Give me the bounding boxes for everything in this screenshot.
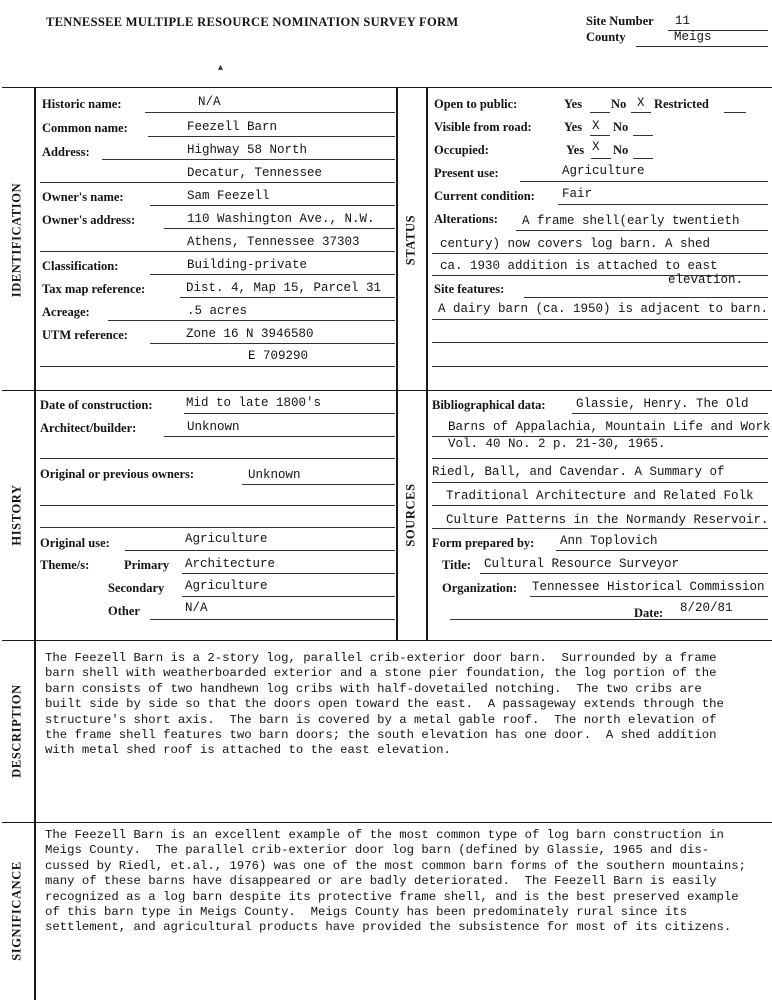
bibliography-rule5 [432,505,768,506]
prepared-date-line [450,619,768,620]
description-line: built side by side so that the doors open toward the east. A passageway extends through the [45,697,724,712]
bibliography-line6: Culture Patterns in the Normandy Reservoir. [446,513,769,527]
description-line: structure's short axis. The barn is covered by a metal gable roof. The north elevation of [45,712,717,727]
primary-value: Architecture [185,557,276,571]
site-features-rule2 [432,319,768,320]
middle-divider-right [426,87,428,640]
bibliographical-label: Bibliographical data: [432,398,546,412]
other-line [150,619,395,620]
alterations-label: Alterations: [434,212,498,226]
description-line: with metal shed roof is attached to the east elevation. [45,743,451,758]
site-features-value: A dairy barn (ca. 1950) is adjacent to barn. [438,302,769,316]
site-features-rule4 [432,366,768,367]
prepared-by-value: Ann Toplovich [560,534,658,548]
visible-from-road-label: Visible from road: [434,120,532,134]
architect-label: Architect/builder: [40,421,137,435]
current-condition-line [558,204,768,205]
secondary-label: Secondary [108,581,165,595]
visible-yes-label: Yes [564,120,583,134]
occupied-no-line [633,158,653,159]
open-restricted-line [724,112,746,113]
utm-line2: E 709290 [248,349,309,363]
visible-yes-line [590,135,610,136]
previous-owners-line2 [40,505,395,506]
architect-value: Unknown [187,420,240,434]
rule-top [2,87,772,88]
significance-text [45,828,746,936]
alterations-line3: ca. 1930 addition is attached to east [440,259,718,273]
previous-owners-line3 [40,527,395,528]
address-line2: Decatur, Tennessee [187,166,323,180]
county-value: Meigs [674,30,712,44]
themes-label: Theme/s: [40,558,90,572]
significance-line: cussed by Riedl, et.al., 1976) was one of the most common barn forms of the southern mountains; [45,858,747,873]
stray-mark: ▴ [218,62,224,73]
alterations-line2: century) now covers log barn. A shed [440,237,711,251]
tax-map-label: Tax map reference: [42,282,146,296]
title-label: Title: [442,558,471,572]
owner-name-value: Sam Feezell [187,189,270,203]
open-no-mark: X [637,96,645,110]
description-line: The Feezell Barn is a 2-story log, parallel crib-exterior door barn. Surrounded by a frame [45,651,717,665]
section-description: DESCRIPTION [9,684,24,778]
owner-address-line2-rule [40,251,395,252]
owner-name-line [150,205,395,206]
open-yes-line [590,112,610,113]
primary-label: Primary [124,558,170,572]
date-of-construction-label: Date of construction: [40,398,153,412]
historic-name-line [145,112,395,113]
utm-line2-rule [40,366,395,367]
description-line: barn consists of two handhewn log cribs with half-dovetailed notching. The two cribs are [45,681,702,696]
owner-address-line2: Athens, Tennessee 37303 [187,235,360,249]
owner-address-line1-rule [164,228,395,229]
primary-line [182,573,395,574]
section-identification: IDENTIFICATION [9,182,24,298]
other-value: N/A [185,601,208,615]
original-use-value: Agriculture [185,532,268,546]
previous-owners-label: Original or previous owners: [40,467,195,481]
organization-line [530,596,768,597]
alterations-rule1 [516,230,768,231]
previous-owners-value: Unknown [248,468,301,482]
common-name-line [148,136,395,137]
tax-map-value: Dist. 4, Map 15, Parcel 31 [186,281,382,295]
site-features-rule3 [432,342,768,343]
section-sources: SOURCES [403,483,418,547]
present-use-value: Agriculture [562,164,645,178]
architect-line [164,436,395,437]
bibliography-rule4 [432,482,768,483]
owner-address-label: Owner's address: [42,213,136,227]
utm-line1: Zone 16 N 3946580 [186,327,314,341]
open-to-public-label: Open to public: [434,97,518,111]
secondary-value: Agriculture [185,579,268,593]
section-status: STATUS [403,214,418,266]
title-value: Cultural Resource Surveyor [484,557,680,571]
significance-line: Meigs County. The parallel crib-exterior door log barn (defined by Glassie, 1965 and dis- [45,843,710,858]
site-features-label: Site features: [434,282,505,296]
bibliography-line3: Vol. 40 No. 2 p. 21-30, 1965. [448,437,666,451]
rule-significance [2,822,772,823]
present-use-line [520,181,768,182]
historic-name-value: N/A [198,95,221,109]
bibliography-rule3 [432,458,768,459]
classification-value: Building-private [187,258,308,272]
alterations-line1: A frame shell(early twentieth [522,214,740,228]
section-history: HISTORY [9,484,24,546]
alterations-rule2 [432,253,768,254]
county-line [636,46,768,47]
bibliography-line5: Traditional Architecture and Related Folk [446,489,754,503]
organization-value: Tennessee Historical Commission [532,580,765,594]
significance-line: many of these barns have disappeared or are badly deteriorated. The Feezell Barn is easily [45,874,717,889]
owner-name-label: Owner's name: [42,190,124,204]
secondary-line [182,596,395,597]
common-name-value: Feezell Barn [187,120,278,134]
site-number-label: Site Number [586,14,654,28]
occupied-yes-line [591,158,611,159]
address-line1-rule [102,159,395,160]
description-line: barn shell with weatherboarded exterior and a stone pier foundation, the log portion of the [45,666,717,681]
classification-label: Classification: [42,259,119,273]
tax-map-line [180,297,395,298]
middle-divider-left [396,87,398,640]
occupied-label: Occupied: [434,143,489,157]
address-line2-rule [40,182,395,183]
bibliography-rule6 [432,528,768,529]
visible-yes-mark: X [592,119,600,133]
classification-line [150,274,395,275]
open-restricted-label: Restricted [654,97,709,111]
open-no-line [631,112,651,113]
address-label: Address: [42,145,90,159]
utm-label: UTM reference: [42,328,128,342]
visible-no-line [633,135,653,136]
description-text [45,651,724,759]
acreage-label: Acreage: [42,305,90,319]
acreage-line [108,320,395,321]
site-features-rule1 [524,297,768,298]
section-significance: SIGNIFICANCE [9,861,24,961]
significance-line: of this barn type in Meigs County. Meigs County has been predominately rural since its [45,905,688,920]
occupied-yes-label: Yes [566,143,585,157]
prepared-date-label: Date: [634,606,664,620]
open-yes-label: Yes [564,97,583,111]
significance-line: The Feezell Barn is an excellent example of the most common type of log barn construction in [45,828,724,842]
present-use-label: Present use: [434,166,499,180]
original-use-label: Original use: [40,536,110,550]
organization-label: Organization: [442,581,517,595]
prepared-by-label: Form prepared by: [432,536,535,550]
description-line: the frame shell features two barn doors; the south elevation has one door. A shed addition [45,728,717,743]
prepared-date-value: 8/20/81 [680,601,733,615]
site-number-value: 11 [675,14,691,28]
significance-line: recognized as a log barn despite its protective frame shell, and is the best preserved example [45,889,739,904]
acreage-value: .5 acres [187,304,248,318]
bibliography-rule1 [572,413,768,414]
owner-address-line1: 110 Washington Ave., N.W. [187,212,375,226]
bibliography-line2: Barns of Appalachia, Mountain Life and Work [448,420,771,434]
rule-history [2,390,772,391]
current-condition-value: Fair [562,187,593,201]
alterations-line4: elevation. [668,273,744,287]
common-name-label: Common name: [42,121,128,135]
form-title: TENNESSEE MULTIPLE RESOURCE NOMINATION SURVEY FORM [46,15,459,29]
historic-name-label: Historic name: [42,97,122,111]
architect-line2 [40,458,395,459]
current-condition-label: Current condition: [434,189,535,203]
date-of-construction-line [184,413,395,414]
original-use-line [125,550,395,551]
occupied-yes-mark: X [592,140,600,154]
prepared-by-line [556,550,768,551]
previous-owners-line [242,484,395,485]
address-line1: Highway 58 North [187,143,308,157]
occupied-no-label: No [613,143,629,157]
title-line [480,573,768,574]
significance-line: settlement, and agricultural products have provided the subsistence for most of its citizens. [45,920,732,935]
rule-description [2,640,772,641]
utm-line1-rule [150,343,395,344]
bibliography-line1: Glassie, Henry. The Old [576,397,749,411]
other-label: Other [108,604,140,618]
left-column-divider [34,87,36,1000]
county-label: County [586,30,626,44]
open-no-label: No [611,97,627,111]
date-of-construction-value: Mid to late 1800's [186,396,322,410]
bibliography-line4: Riedl, Ball, and Cavendar. A Summary of [432,465,725,479]
visible-no-label: No [613,120,629,134]
